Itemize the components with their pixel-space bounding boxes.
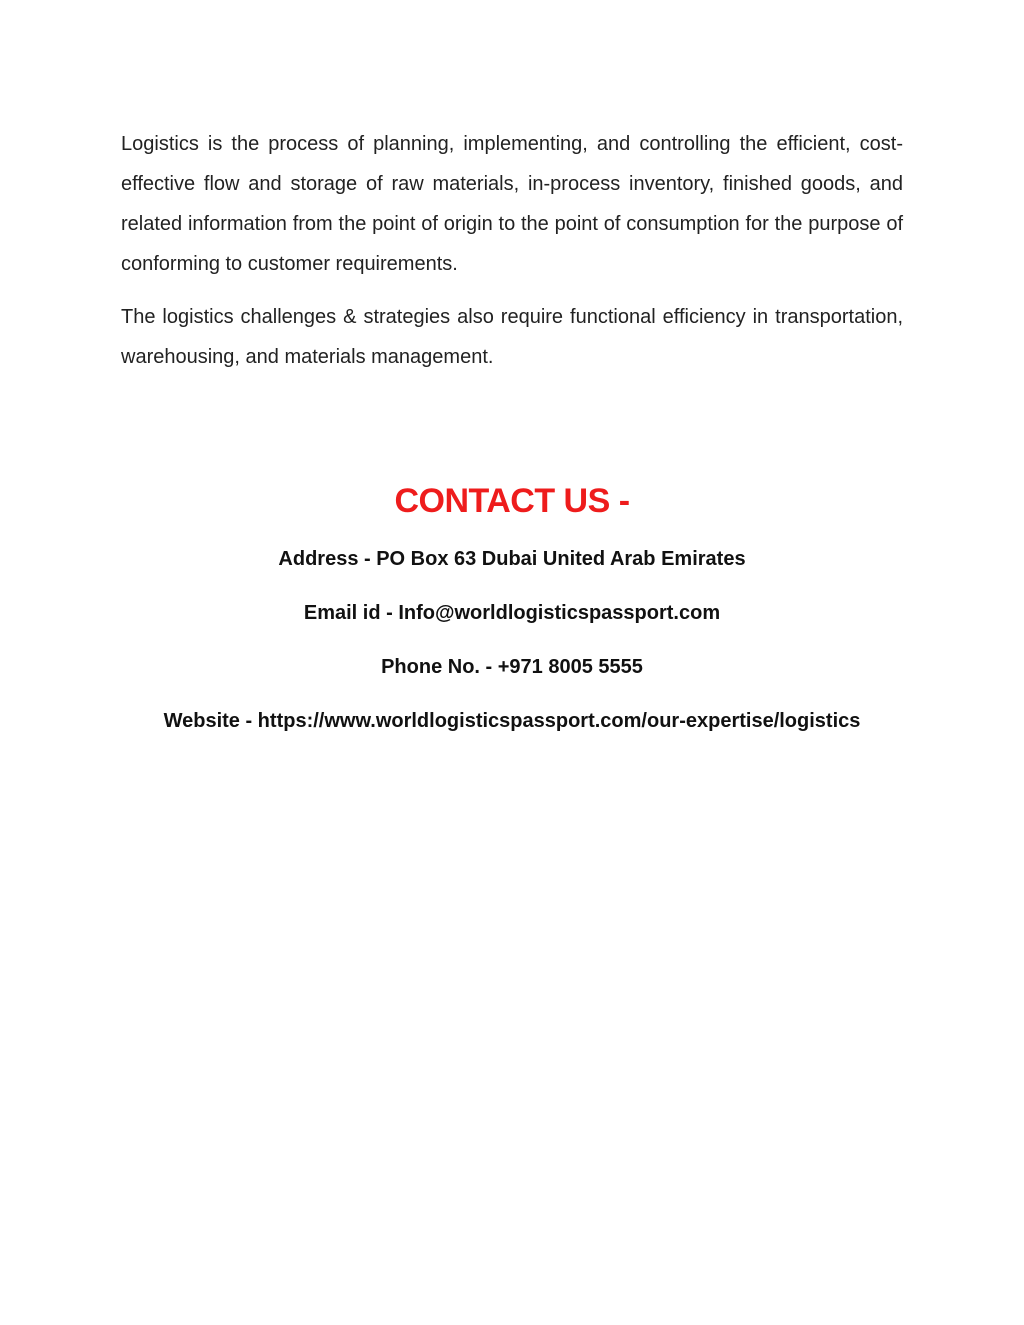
contact-heading: CONTACT US - xyxy=(394,482,630,520)
contact-email[interactable] xyxy=(0,599,1024,627)
intro-paragraph: Logistics is the process of planning, implementing, and controlling the efficient, cost-effective flow and storage of raw materials, in-process inventory, finished goods, and related information from the point of origin to the point of consumption for the purpose of conforming to customer requirements. xyxy=(121,133,903,275)
document-body xyxy=(121,124,903,377)
email-link[interactable]: Email id - Info@worldlogisticspassport.com xyxy=(303,602,721,624)
website-link[interactable]: Website - https://www.worldlogisticspassport.com/our-expertise/logistics xyxy=(163,710,861,732)
contact-website[interactable] xyxy=(0,707,1024,735)
contact-phone: Phone No. - +971 8005 5555 xyxy=(381,656,643,678)
contact-address: Address - PO Box 63 Dubai United Arab Emirates xyxy=(278,548,746,570)
challenges-paragraph: The logistics challenges & strategies also require functional efficiency in transportation, warehousing, and materials management. xyxy=(121,306,903,368)
